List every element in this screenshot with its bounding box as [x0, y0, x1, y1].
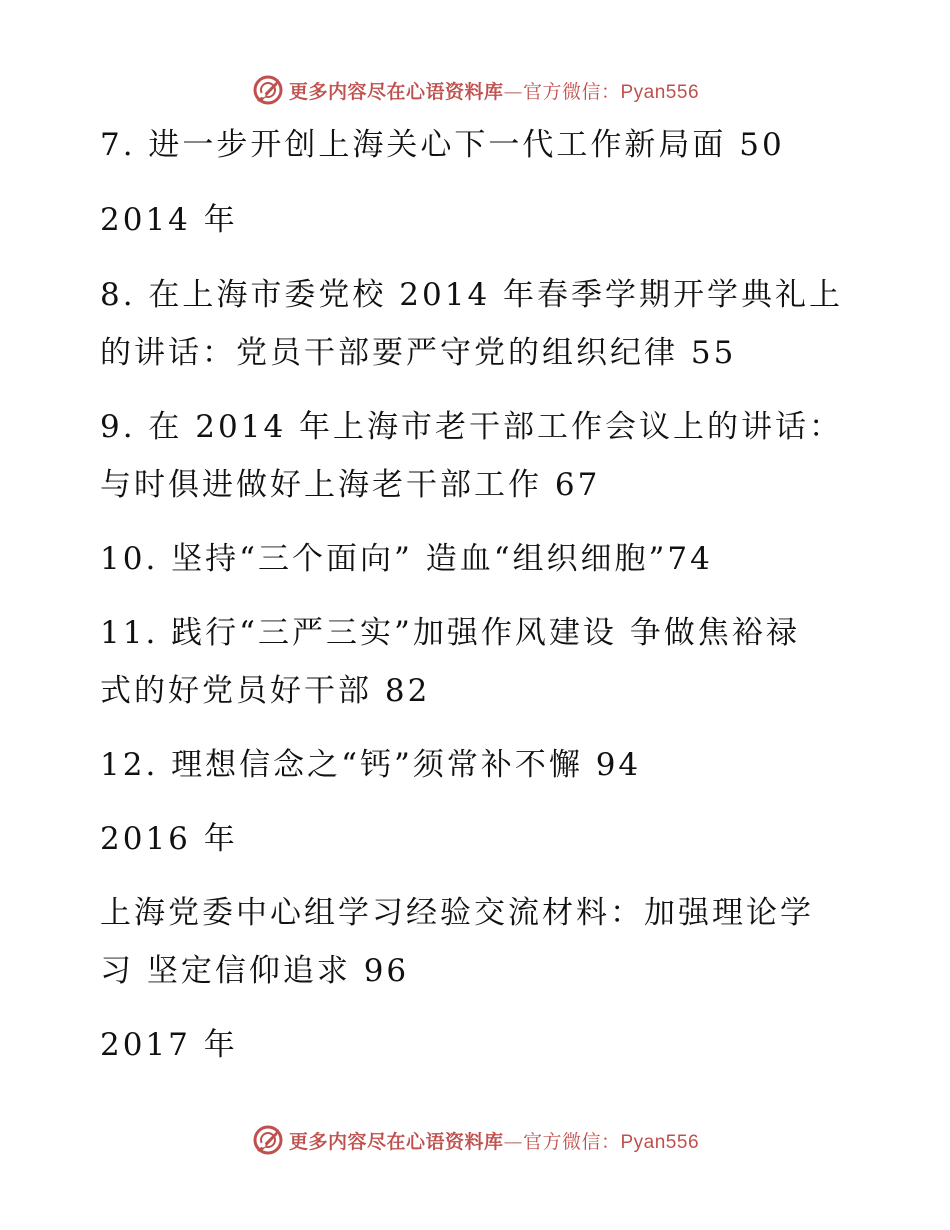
toc-entry-7: 7. 进一步开创上海关心下一代工作新局面 50: [100, 127, 785, 163]
toc-entry-center-group-line2: 习 坚定信仰追求 96: [100, 953, 410, 989]
watermark-code: Pyan556: [620, 1131, 700, 1153]
toc-entry-9-line2: 与时俱进做好上海老干部工作 67: [100, 467, 601, 503]
watermark-brand: 更多内容尽在心语资料库: [288, 80, 504, 103]
footer-watermark: [0, 1120, 950, 1160]
year-heading-2016: 2016 年: [100, 821, 238, 857]
watermark-label: 官方微信：: [522, 80, 621, 103]
toc-entry-9-line1: 9. 在 2014 年上海市老干部工作会议上的讲话：: [100, 409, 844, 445]
watermark-brand: 更多内容尽在心语资料库: [288, 1130, 504, 1153]
watermark-label: 官方微信：: [522, 1130, 621, 1153]
toc-entry-8-line2: 的讲话：党员干部要严守党的组织纪律 55: [100, 335, 737, 371]
header-watermark: [0, 70, 950, 110]
pen-logo-icon: [251, 73, 285, 107]
toc-entry-12: 12. 理想信念之“钙”须常补不懈 94: [100, 747, 642, 783]
watermark-separator: —: [503, 80, 523, 103]
pen-logo-icon: [251, 1123, 285, 1157]
toc-entry-center-group-line1: 上海党委中心组学习经验交流材料：加强理论学: [100, 895, 814, 931]
watermark-separator: —: [503, 1130, 523, 1153]
toc-entry-10: 10. 坚持“三个面向” 造血“组织细胞”74: [100, 541, 713, 577]
watermark-code: Pyan556: [620, 81, 700, 103]
toc-entry-11-line1: 11. 践行“三严三实”加强作风建设 争做焦裕禄: [100, 615, 800, 651]
toc-entry-8-line1: 8. 在上海市委党校 2014 年春季学期开学典礼上: [100, 277, 844, 313]
year-heading-2014: 2014 年: [100, 202, 238, 238]
toc-entry-11-line2: 式的好党员好干部 82: [100, 673, 431, 709]
year-heading-2017: 2017 年: [100, 1027, 238, 1063]
